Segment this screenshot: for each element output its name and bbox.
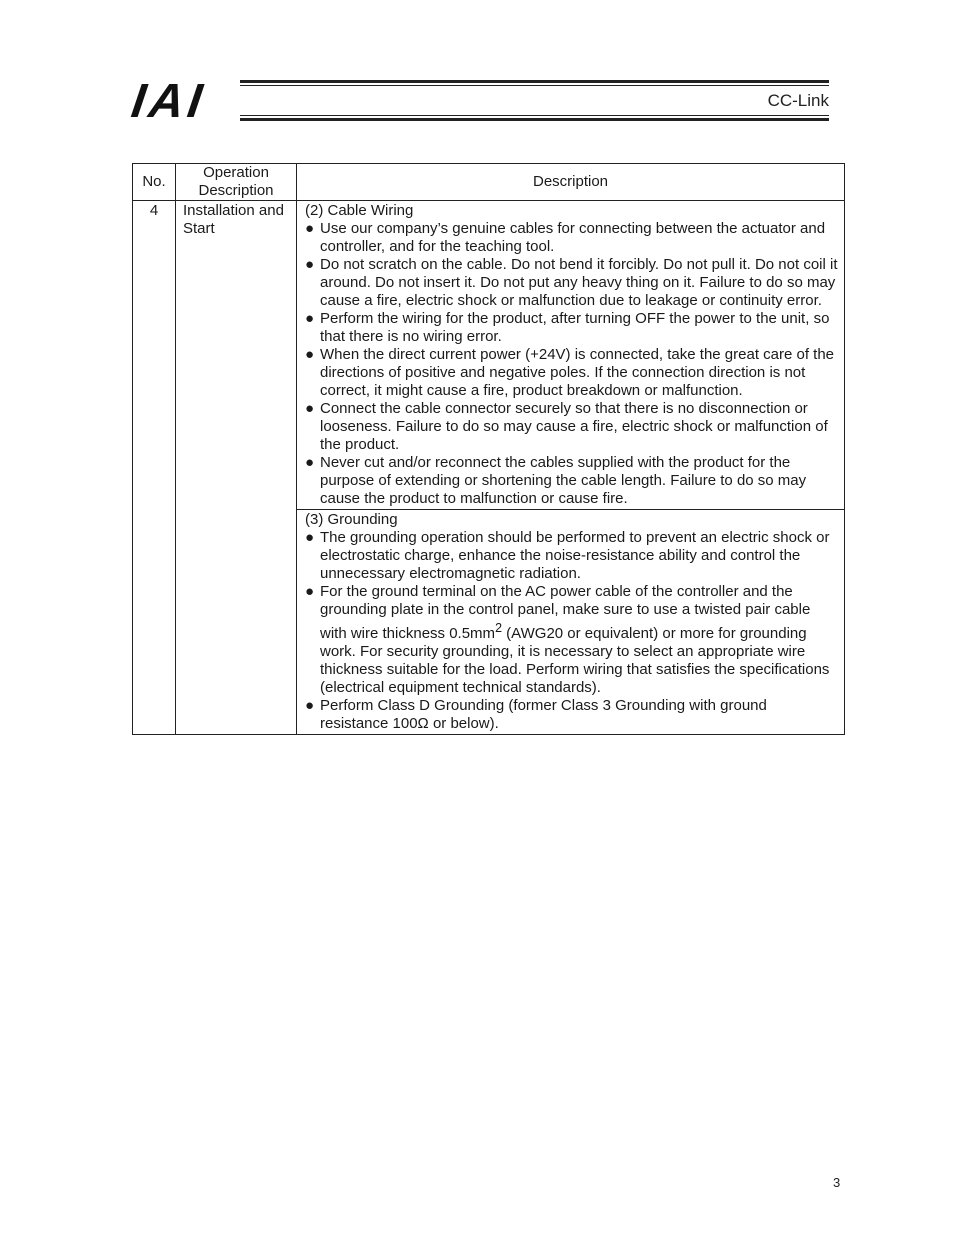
bullet-text: Never cut and/or reconnect the cables supplied with the product for the purpose of extending or shortening the cable length. Failure to do so may cause the product to malfunction or cause fire. bbox=[320, 454, 807, 507]
bullet-icon: ● bbox=[305, 400, 315, 417]
section-title: (3) Grounding bbox=[305, 511, 398, 528]
operation-table bbox=[132, 163, 845, 735]
bullet-icon: ● bbox=[305, 346, 315, 363]
page-number: 3 bbox=[833, 1175, 841, 1190]
list-item bbox=[305, 697, 838, 733]
list-item bbox=[305, 400, 838, 454]
bullet-text: The grounding operation should be performed to prevent an electric shock or electrostatic charge, enhance the noise-resistance ability and control the unnecessary electromagnetic radiation. bbox=[320, 529, 830, 582]
bullet-icon: ● bbox=[305, 220, 315, 237]
header-rule bbox=[240, 80, 829, 83]
grounding-section bbox=[297, 510, 845, 735]
page-header bbox=[128, 75, 829, 128]
header-description: Description bbox=[297, 164, 845, 201]
bullet-text: Perform Class D Grounding (former Class 3 Grounding with ground resistance 100Ω or below). bbox=[320, 697, 767, 732]
bullet-icon: ● bbox=[305, 529, 315, 546]
list-item bbox=[305, 529, 838, 583]
bullet-text: When the direct current power (+24V) is connected, take the great care of the directions of positive and negative poles. If the connection direction is not correct, it might cause a fire, product breakdown or malfunction. bbox=[320, 346, 835, 399]
row-operation: Installation and Start bbox=[176, 201, 297, 735]
list-item bbox=[305, 256, 838, 310]
header-no: No. bbox=[133, 164, 176, 201]
bullet-text: Do not scratch on the cable. Do not bend it forcibly. Do not pull it. Do not coil it around. Do not insert it. Do not put any heavy thing on it. Failure to do so may cause a fire, electric shock or malfunction due to leakage or continuity error. bbox=[320, 256, 838, 309]
table-header-row bbox=[133, 164, 845, 201]
header-rule bbox=[240, 115, 829, 116]
bullet-text: Perform the wiring for the product, after turning OFF the power to the unit, so that there is no wiring error. bbox=[320, 310, 830, 345]
bullet-list bbox=[305, 220, 838, 508]
list-item bbox=[305, 220, 838, 256]
bullet-icon: ● bbox=[305, 310, 315, 327]
bullet-list bbox=[305, 529, 838, 733]
bullet-text: For the ground terminal on the AC power cable of the controller and the grounding plate in the control panel, make sure to use a twisted pair cable with wire thickness 0.5mm bbox=[320, 583, 811, 642]
header-rule bbox=[240, 118, 829, 121]
bullet-icon: ● bbox=[305, 697, 315, 714]
bullet-text: Connect the cable connector securely so that there is no disconnection or looseness. Failure to do so may cause a fire, electric shock or malfunction of the product. bbox=[320, 400, 828, 453]
section-title: (2) Cable Wiring bbox=[305, 202, 414, 219]
bullet-text: (AWG20 or equivalent) or more for grounding work. For security grounding, it is necessary to select an appropriate wire thickness suitable for the load. Perform wiring that satisfies the specifications (electrical equipment technical standards). bbox=[320, 625, 830, 696]
bullet-icon: ● bbox=[305, 583, 315, 600]
iai-logo: IAI bbox=[128, 75, 210, 128]
list-item bbox=[305, 310, 838, 346]
bullet-text: Use our company’s genuine cables for connecting between the actuator and controller, and for the teaching tool. bbox=[320, 220, 826, 255]
row-number: 4 bbox=[133, 201, 176, 735]
list-item bbox=[305, 454, 838, 508]
list-item bbox=[305, 346, 838, 400]
list-item bbox=[305, 583, 838, 697]
cable-wiring-section bbox=[297, 201, 845, 510]
header-rule bbox=[240, 85, 829, 86]
table-row bbox=[133, 201, 845, 510]
bullet-icon: ● bbox=[305, 256, 315, 273]
manual-title: CC-Link bbox=[767, 91, 829, 110]
bullet-icon: ● bbox=[305, 454, 315, 471]
superscript: 2 bbox=[495, 621, 503, 635]
header-operation: Operation Description bbox=[176, 164, 297, 201]
